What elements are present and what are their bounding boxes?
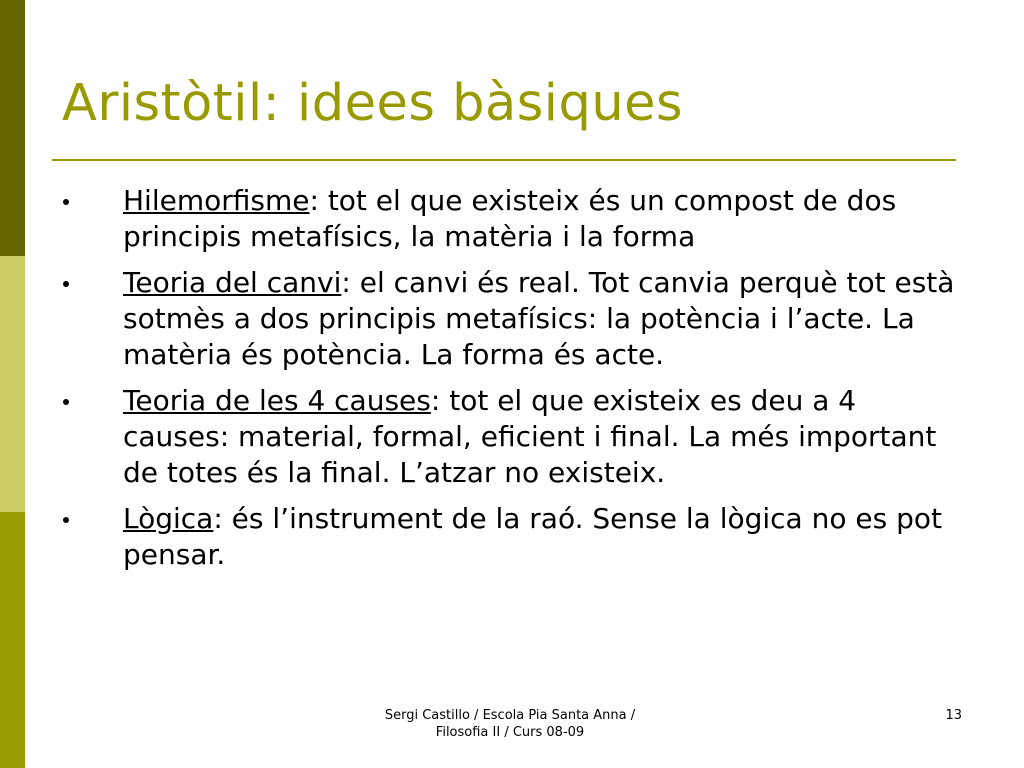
bullet-text: : el canvi és real. Tot canvia perquè tot està sotmès a dos principis metafísics: la potència i l’acte. La matèria és potència. La forma és acte. xyxy=(123,266,955,371)
title-divider xyxy=(52,159,956,161)
bullet-term: Teoria del canvi xyxy=(123,266,342,299)
bullet-dot-icon xyxy=(63,399,69,405)
page-number: 13 xyxy=(945,708,962,723)
footer-line-2: Filosofia II / Curs 08-09 xyxy=(435,725,585,740)
bullet-dot-icon xyxy=(63,517,69,523)
bullet-item-teoria-de-les-4-causes xyxy=(62,383,967,491)
bullet-text: : tot el que existeix es deu a 4 causes: material, formal, eficient i final. La més important de totes és la final. L’atzar no existeix. xyxy=(123,384,937,489)
bullet-dot-icon xyxy=(63,281,69,287)
bullet-text: : és l’instrument de la raó. Sense la lògica no es pot pensar. xyxy=(123,502,942,571)
bullet-dot-icon xyxy=(63,199,69,205)
bullet-item-teoria-del-canvi xyxy=(62,265,967,373)
bullet-term: Teoria de les 4 causes xyxy=(123,384,431,417)
sidebar-band-top xyxy=(0,0,25,256)
bullet-term: Hilemorfisme xyxy=(123,184,310,217)
slide-title: Aristòtil: idees bàsiques xyxy=(62,74,684,133)
footer-credit xyxy=(340,707,680,741)
sidebar-band-bottom xyxy=(0,512,25,768)
footer-line-1: Sergi Castillo / Escola Pia Santa Anna / xyxy=(384,708,636,723)
bullet-text: : tot el que existeix és un compost de dos principis metafísics, la matèria i la forma xyxy=(123,184,897,253)
bullet-list xyxy=(62,183,967,583)
sidebar-band-middle xyxy=(0,256,25,512)
bullet-item-hilemorfisme xyxy=(62,183,967,255)
bullet-term: Lògica xyxy=(123,502,214,535)
bullet-item-logica xyxy=(62,501,967,573)
